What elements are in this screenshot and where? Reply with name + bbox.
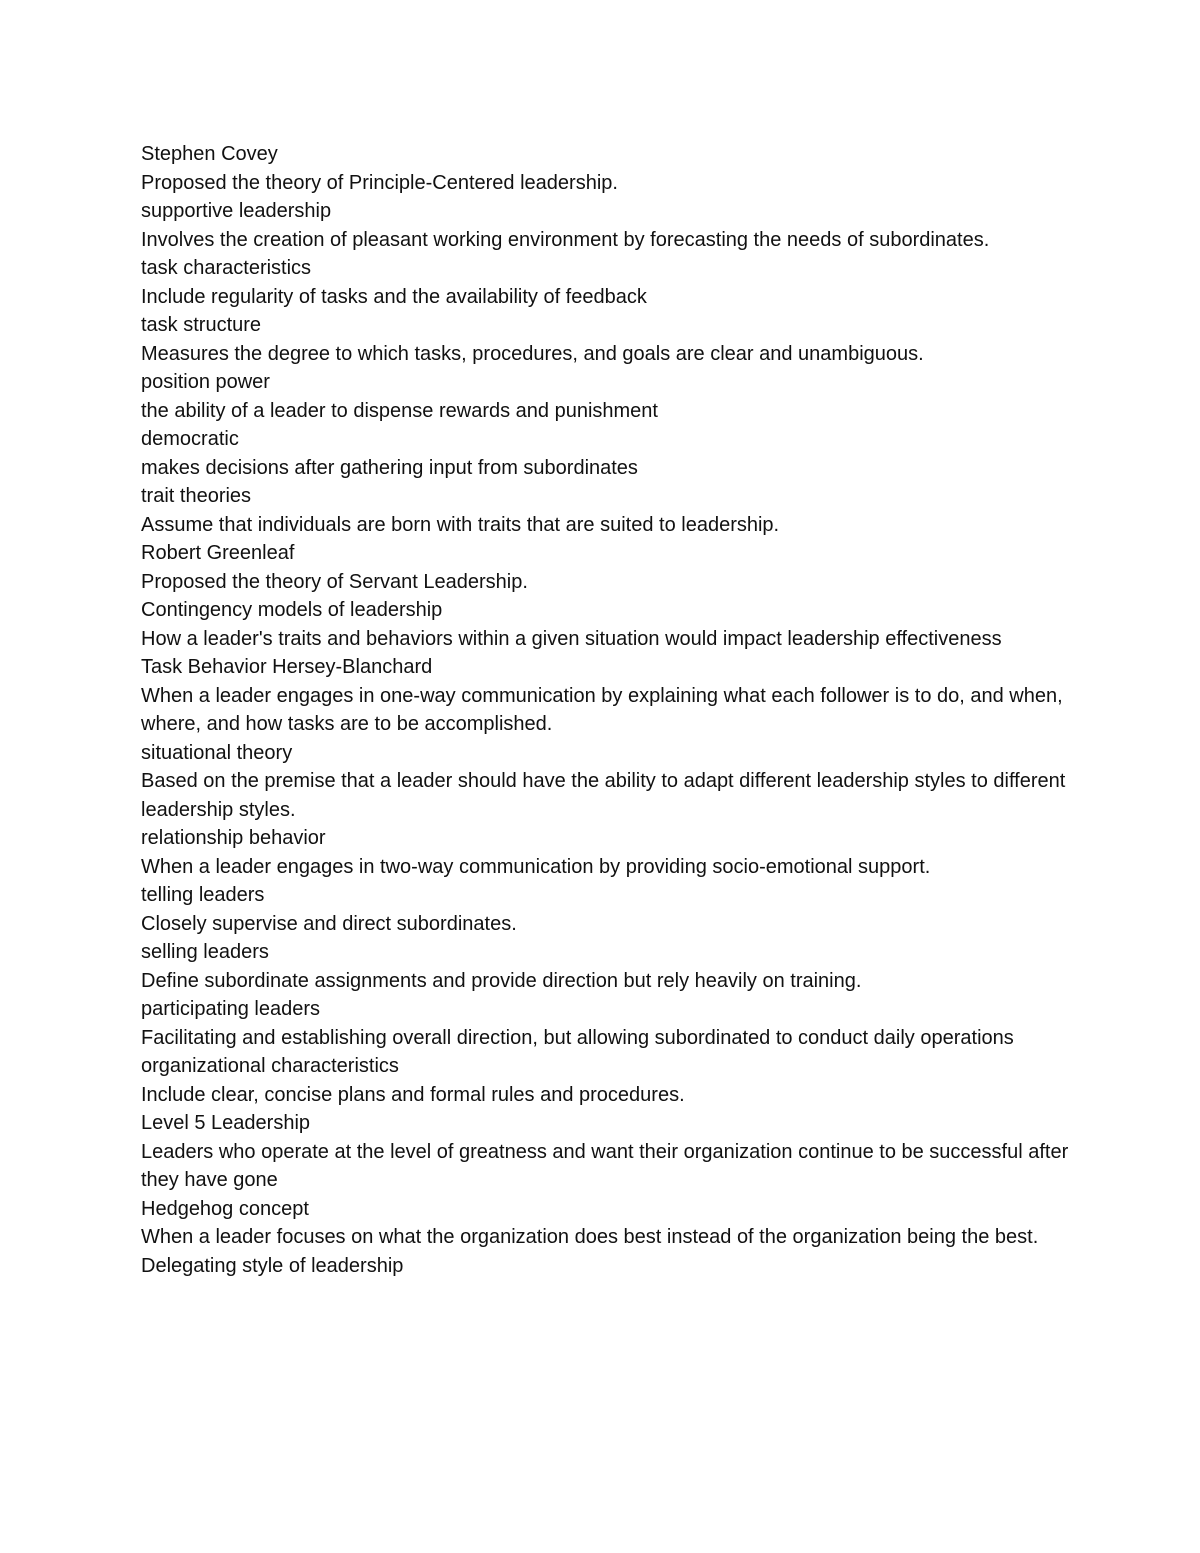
definition-line: Include regularity of tasks and the availability of feedback — [141, 285, 647, 308]
definition-line: Leaders who operate at the level of greatness and want their organization continue to be successful after they have gone — [141, 1140, 1069, 1191]
definition-line: the ability of a leader to dispense rewards and punishment — [141, 399, 658, 422]
definition-line: Proposed the theory of Servant Leadership. — [141, 570, 528, 593]
term-line: Contingency models of leadership — [141, 599, 443, 621]
term-line: Hedgehog concept — [141, 1197, 309, 1220]
term-line: Stephen Covey — [141, 143, 278, 165]
definition-line: When a leader engages in two-way communication by providing socio-emotional support. — [141, 855, 931, 878]
definition-line: Include clear, concise plans and formal rules and procedures. — [141, 1083, 685, 1106]
term-line: Delegating style of leadership — [141, 1254, 404, 1277]
document-body — [141, 140, 1071, 1280]
term-line: supportive leadership — [141, 200, 332, 222]
term-line: organizational characteristics — [141, 1055, 399, 1077]
definition-line: Based on the premise that a leader should have the ability to adapt different leadership styles to different leadership styles. — [141, 770, 1066, 821]
definition-line: makes decisions after gathering input from subordinates — [141, 456, 638, 479]
definition-line: When a leader focuses on what the organization does best instead of the organization being the best. — [141, 1226, 1039, 1248]
term-line: participating leaders — [141, 998, 320, 1020]
term-line: situational theory — [141, 741, 293, 764]
term-line: relationship behavior — [141, 827, 326, 849]
term-line: Level 5 Leadership — [141, 1112, 311, 1134]
term-line: democratic — [141, 428, 239, 450]
definition-line: Measures the degree to which tasks, procedures, and goals are clear and unambiguous. — [141, 342, 924, 365]
term-line: telling leaders — [141, 884, 265, 906]
definition-line: Define subordinate assignments and provide direction but rely heavily on training. — [141, 969, 862, 992]
definition-line: When a leader engages in one-way communication by explaining what each follower is to do, and when, where, and how tasks are to be accomplished. — [141, 684, 1063, 735]
definition-line: How a leader's traits and behaviors within a given situation would impact leadership effectiveness — [141, 627, 1002, 650]
term-line: Task Behavior Hersey-Blanchard — [141, 656, 433, 678]
definition-line: Proposed the theory of Principle-Centered leadership. — [141, 171, 618, 194]
definition-line: Facilitating and establishing overall direction, but allowing subordinated to conduct daily operations — [141, 1026, 1014, 1049]
term-line: task structure — [141, 314, 262, 336]
definition-line: Closely supervise and direct subordinates. — [141, 912, 517, 935]
definition-line: Assume that individuals are born with traits that are suited to leadership. — [141, 513, 780, 536]
term-line: task characteristics — [141, 257, 312, 279]
term-line: Robert Greenleaf — [141, 542, 295, 564]
definition-line: Involves the creation of pleasant working environment by forecasting the needs of subordinates. — [141, 228, 990, 251]
term-line: position power — [141, 371, 270, 393]
term-line: selling leaders — [141, 941, 269, 963]
term-line: trait theories — [141, 485, 252, 507]
